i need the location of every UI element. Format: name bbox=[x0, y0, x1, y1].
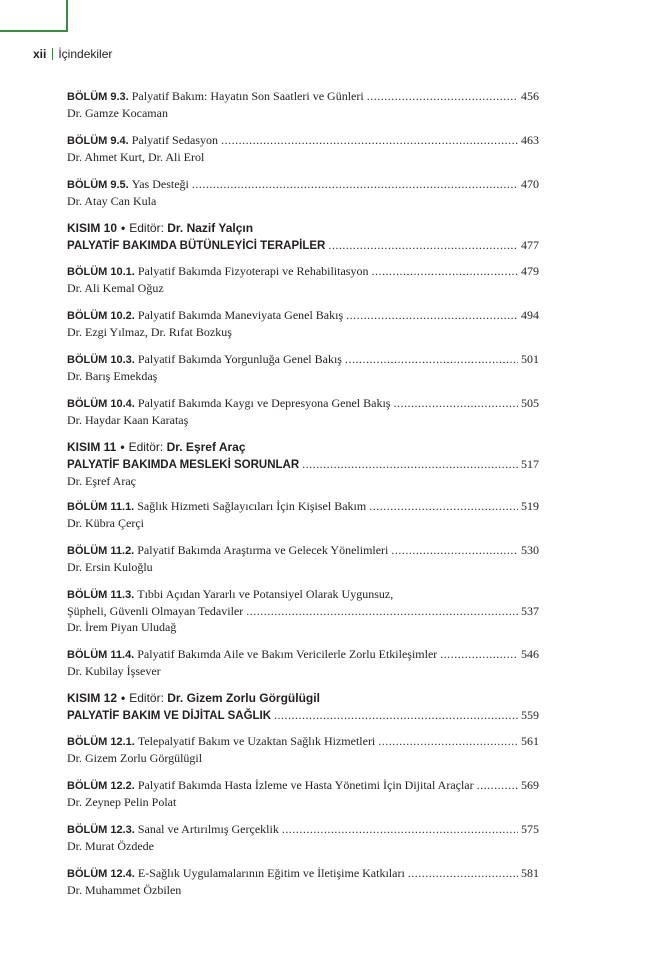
chapter-label: BÖLÜM 10.1. bbox=[67, 266, 135, 278]
chapter-author: Dr. Kübra Çerçi bbox=[67, 516, 144, 530]
chapter-title-line[interactable] bbox=[67, 307, 539, 324]
part-editor: Dr. Gizem Zorlu Görgülügil bbox=[167, 691, 320, 705]
bullet: • bbox=[120, 440, 125, 454]
part-title-line[interactable] bbox=[67, 237, 539, 254]
part-label-line bbox=[67, 690, 539, 706]
chapter-author: Dr. Atay Can Kula bbox=[67, 194, 157, 208]
toc-entry bbox=[67, 176, 539, 209]
chapter-title-line[interactable] bbox=[67, 586, 539, 603]
toc-entry bbox=[67, 865, 539, 898]
chapter-author: Dr. Zeynep Pelin Polat bbox=[67, 795, 177, 809]
table-of-contents bbox=[67, 88, 539, 909]
dot-leader bbox=[221, 132, 518, 148]
page-number-ref: 561 bbox=[521, 734, 539, 748]
chapter-title: Palyatif Bakım: Hayatın Son Saatleri ve Günleri bbox=[131, 89, 364, 103]
chapter-title: Palyatif Bakımda Fizyoterapi ve Rehabilitasyon bbox=[137, 264, 369, 278]
corner-line-horizontal bbox=[0, 30, 66, 32]
part-label: KISIM 11 bbox=[67, 440, 117, 454]
chapter-title-continued: Şüpheli, Güvenli Olmayan Tedaviler bbox=[67, 604, 244, 618]
part-editor: Dr. Eşref Araç bbox=[166, 440, 246, 454]
chapter-author: Dr. Gizem Zorlu Görgülügil bbox=[67, 751, 203, 765]
chapter-title: Palyatif Bakımda Araştırma ve Gelecek Yönelimleri bbox=[137, 543, 389, 557]
chapter-label: BÖLÜM 12.3. bbox=[67, 824, 135, 836]
dot-leader bbox=[274, 707, 518, 723]
chapter-label: BÖLÜM 10.2. bbox=[67, 310, 135, 322]
chapter-title: Sanal ve Artırılmış Gerçeklik bbox=[137, 822, 279, 836]
chapter-title: Tıbbi Açıdan Yararlı ve Potansiyel Olarak Uygunsuz, bbox=[137, 587, 394, 601]
toc-entry bbox=[67, 307, 539, 340]
page-number-ref: 581 bbox=[521, 866, 539, 880]
dot-leader bbox=[440, 646, 518, 662]
chapter-label: BÖLÜM 11.3. bbox=[67, 589, 135, 601]
chapter-title: Palyatif Bakımda Hasta İzleme ve Hasta Yönetimi İçin Dijital Araçlar bbox=[137, 778, 474, 792]
chapter-title-line[interactable] bbox=[67, 498, 539, 515]
toc-entry bbox=[67, 646, 539, 679]
editor-label: Editör: bbox=[129, 221, 164, 235]
toc-entry bbox=[67, 586, 539, 635]
chapter-title-line-2[interactable] bbox=[67, 603, 539, 619]
chapter-author: Dr. İrem Piyan Uludağ bbox=[67, 620, 177, 634]
chapter-title: Palyatif Bakımda Yorgunluğa Genel Bakış bbox=[137, 352, 342, 366]
toc-entry bbox=[67, 351, 539, 384]
page-number-ref: 470 bbox=[521, 177, 539, 191]
chapter-label: BÖLÜM 9.3. bbox=[67, 91, 129, 103]
page-number-ref: 501 bbox=[521, 352, 539, 366]
chapter-title-line[interactable] bbox=[67, 777, 539, 794]
chapter-title-line[interactable] bbox=[67, 646, 539, 663]
chapter-author: Dr. Muhammet Özbilen bbox=[67, 883, 182, 897]
page-number-ref: 494 bbox=[521, 308, 539, 322]
chapter-label: BÖLÜM 10.3. bbox=[67, 354, 135, 366]
chapter-title-line[interactable] bbox=[67, 176, 539, 193]
page-number: xii bbox=[33, 47, 47, 61]
chapter-author: Dr. Haydar Kaan Karataş bbox=[67, 413, 189, 427]
chapter-title: Palyatif Bakımda Maneviyata Genel Bakış bbox=[137, 308, 344, 322]
bullet: • bbox=[121, 221, 126, 235]
page-number-ref: 505 bbox=[521, 396, 539, 410]
part-title-line[interactable] bbox=[67, 456, 539, 473]
dot-leader bbox=[378, 733, 518, 749]
chapter-title-line[interactable] bbox=[67, 351, 539, 368]
page-number-ref: 463 bbox=[521, 133, 539, 147]
chapter-author: Dr. Ali Kemal Oğuz bbox=[67, 281, 164, 295]
part-title: PALYATİF BAKIMDA MESLEKİ SORUNLAR bbox=[67, 459, 300, 471]
editor-label: Editör: bbox=[128, 440, 164, 454]
chapter-title-line[interactable] bbox=[67, 733, 539, 750]
part-heading bbox=[67, 439, 539, 489]
dot-leader bbox=[391, 542, 518, 558]
chapter-title-line[interactable] bbox=[67, 395, 539, 412]
chapter-author: Dr. Ersin Kuloğlu bbox=[67, 560, 153, 574]
page-number-ref: 546 bbox=[521, 647, 539, 661]
page-number-ref: 537 bbox=[521, 604, 539, 618]
page-number-ref: 477 bbox=[521, 238, 539, 252]
chapter-label: BÖLÜM 9.5. bbox=[67, 179, 129, 191]
chapter-author: Dr. Murat Özdede bbox=[67, 839, 154, 853]
header-separator bbox=[52, 48, 53, 60]
page-number-ref: 559 bbox=[521, 708, 539, 722]
chapter-label: BÖLÜM 10.4. bbox=[67, 398, 135, 410]
page-number-ref: 456 bbox=[521, 89, 539, 103]
dot-leader bbox=[246, 603, 518, 619]
toc-entry bbox=[67, 821, 539, 854]
chapter-title: Palyatif Bakımda Aile ve Bakım Vericilerle Zorlu Etkileşimler bbox=[137, 647, 438, 661]
chapter-label: BÖLÜM 11.4. bbox=[67, 649, 135, 661]
part-label: KISIM 12 bbox=[67, 691, 118, 705]
page-number-ref: 519 bbox=[521, 499, 539, 513]
corner-line-vertical bbox=[66, 0, 68, 32]
part-title: PALYATİF BAKIMDA BÜTÜNLEYİCİ TERAPİLER bbox=[67, 240, 326, 252]
chapter-label: BÖLÜM 9.4. bbox=[67, 135, 129, 147]
toc-entry bbox=[67, 263, 539, 296]
toc-entry bbox=[67, 395, 539, 428]
part-label: KISIM 10 bbox=[67, 221, 118, 235]
dot-leader bbox=[282, 821, 518, 837]
dot-leader bbox=[345, 351, 518, 367]
chapter-title: Palyatif Bakımda Kaygı ve Depresyona Genel Bakış bbox=[137, 396, 391, 410]
toc-entry bbox=[67, 777, 539, 810]
chapter-title: Palyatif Sedasyon bbox=[131, 133, 219, 147]
running-head bbox=[33, 47, 112, 61]
chapter-author: Dr. Ahmet Kurt, Dr. Ali Erol bbox=[67, 150, 205, 164]
chapter-title: Telepalyatif Bakım ve Uzaktan Sağlık Hizmetleri bbox=[137, 734, 376, 748]
page-number-ref: 575 bbox=[521, 822, 539, 836]
chapter-author: Dr. Gamze Kocaman bbox=[67, 106, 168, 120]
chapter-label: BÖLÜM 12.1. bbox=[67, 736, 135, 748]
dot-leader bbox=[367, 88, 518, 104]
page-number-ref: 517 bbox=[521, 457, 539, 471]
part-title: PALYATİF BAKIM VE DİJİTAL SAĞLIK bbox=[67, 710, 272, 722]
chapter-title-line[interactable] bbox=[67, 263, 539, 280]
bullet: • bbox=[121, 691, 126, 705]
chapter-title: Yas Desteği bbox=[131, 177, 189, 191]
part-author: Dr. Eşref Araç bbox=[67, 474, 136, 488]
chapter-title-line[interactable] bbox=[67, 865, 539, 882]
chapter-author: Dr. Ezgi Yılmaz, Dr. Rıfat Bozkuş bbox=[67, 325, 232, 339]
dot-leader bbox=[369, 498, 518, 514]
dot-leader bbox=[393, 395, 518, 411]
dot-leader bbox=[477, 777, 518, 793]
chapter-label: BÖLÜM 12.4. bbox=[67, 868, 135, 880]
dot-leader bbox=[408, 865, 518, 881]
part-label-line bbox=[67, 220, 539, 236]
part-heading bbox=[67, 220, 539, 254]
part-editor: Dr. Nazif Yalçın bbox=[167, 221, 254, 235]
part-label-line bbox=[67, 439, 539, 455]
chapter-label: BÖLÜM 12.2. bbox=[67, 780, 135, 792]
chapter-title: Sağlık Hizmeti Sağlayıcıları İçin Kişisel Bakım bbox=[137, 499, 367, 513]
chapter-title-line[interactable] bbox=[67, 132, 539, 149]
part-heading bbox=[67, 690, 539, 724]
toc-entry bbox=[67, 88, 539, 121]
editor-label: Editör: bbox=[129, 691, 164, 705]
toc-entry bbox=[67, 733, 539, 766]
toc-entry bbox=[67, 542, 539, 575]
page-number-ref: 530 bbox=[521, 543, 539, 557]
dot-leader bbox=[346, 307, 518, 323]
dot-leader bbox=[302, 456, 518, 472]
chapter-label: BÖLÜM 11.2. bbox=[67, 545, 135, 557]
dot-leader bbox=[192, 176, 518, 192]
chapter-title-line[interactable] bbox=[67, 542, 539, 559]
chapter-author: Dr. Kubilay İşsever bbox=[67, 664, 161, 678]
dot-leader bbox=[371, 263, 518, 279]
page-number-ref: 569 bbox=[521, 778, 539, 792]
chapter-label: BÖLÜM 11.1. bbox=[67, 501, 135, 513]
chapter-title-line[interactable] bbox=[67, 88, 539, 105]
page-title: İçindekiler bbox=[58, 47, 113, 61]
toc-entry bbox=[67, 132, 539, 165]
toc-entry bbox=[67, 498, 539, 531]
chapter-title-line[interactable] bbox=[67, 821, 539, 838]
chapter-author: Dr. Barış Emekdaş bbox=[67, 369, 158, 383]
page-number-ref: 479 bbox=[521, 264, 539, 278]
dot-leader bbox=[328, 237, 518, 253]
part-title-line[interactable] bbox=[67, 707, 539, 724]
chapter-title: E-Sağlık Uygulamalarının Eğitim ve İletişime Katkıları bbox=[137, 866, 405, 880]
